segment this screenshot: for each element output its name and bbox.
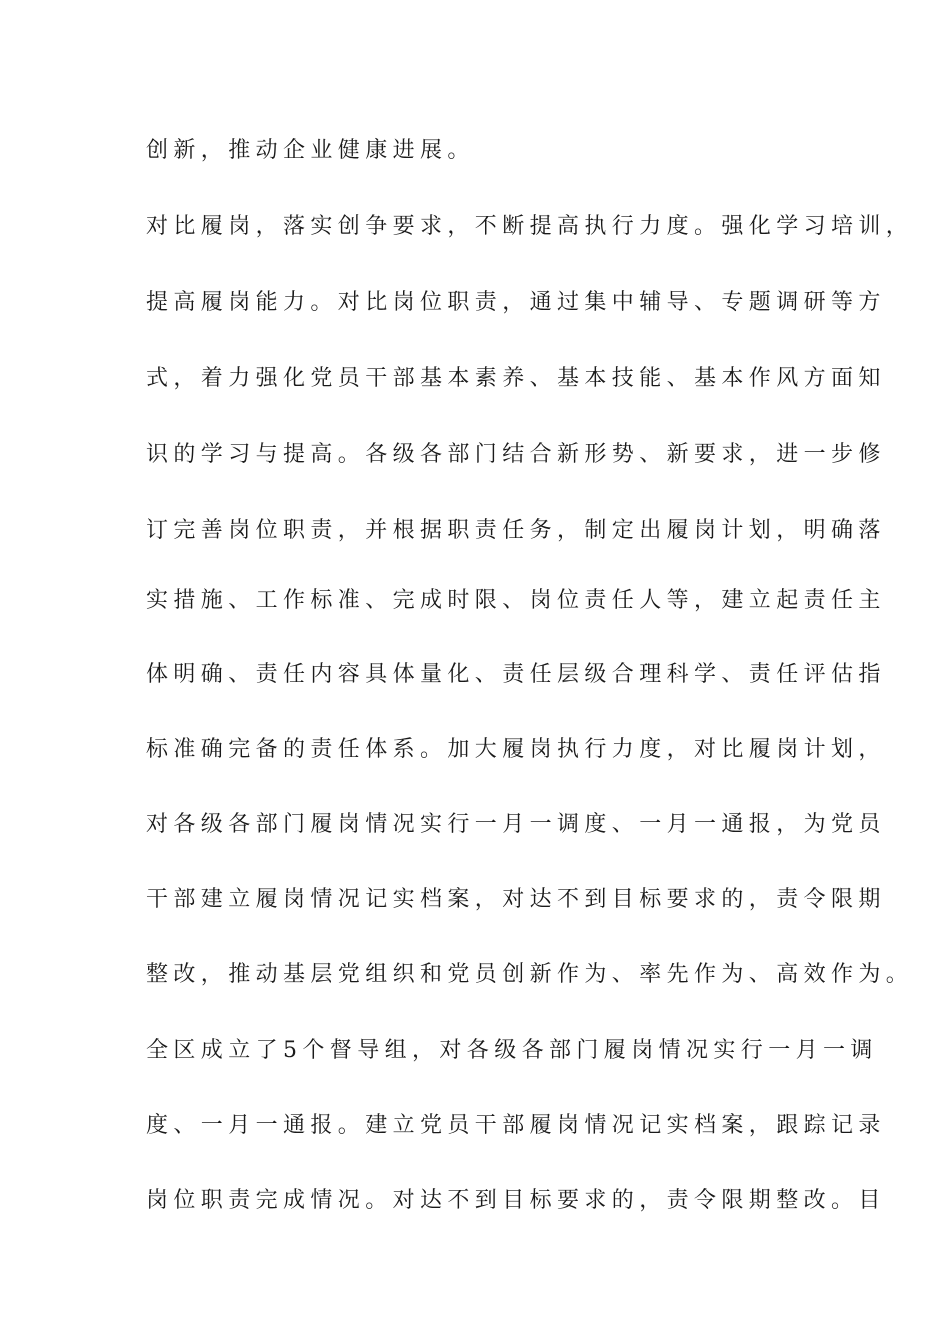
text-line: 岗位职责完成情况。对达不到目标要求的，责令限期整改。目	[146, 1188, 886, 1213]
text-line: 提高履岗能力。对比岗位职责，通过集中辅导、专题调研等方	[146, 290, 886, 315]
text-line: 对比履岗，落实创争要求，不断提高执行力度。强化学习培训，	[146, 214, 914, 239]
text-line: 实措施、工作标准、完成时限、岗位责任人等，建立起责任主	[146, 588, 886, 613]
text-line: 式，着力强化党员干部基本素养、基本技能、基本作风方面知	[146, 366, 886, 391]
text-line: 体明确、责任内容具体量化、责任层级合理科学、责任评估指	[146, 662, 886, 687]
text-line: 干部建立履岗情况记实档案，对达不到目标要求的，责令限期	[146, 887, 886, 912]
text-line: 整改，推动基层党组织和党员创新作为、率先作为、高效作为。	[146, 962, 914, 987]
text-line: 对各级各部门履岗情况实行一月一调度、一月一通报，为党员	[146, 812, 886, 837]
text-line: 度、一月一通报。建立党员干部履岗情况记实档案，跟踪记录	[146, 1113, 886, 1138]
text-line: 标准确完备的责任体系。加大履岗执行力度，对比履岗计划，	[146, 737, 886, 762]
text-line: 订完善岗位职责，并根据职责任务，制定出履岗计划，明确落	[146, 518, 886, 543]
text-line: 创新，推动企业健康进展。	[146, 138, 475, 163]
text-line: 识的学习与提高。各级各部门结合新形势、新要求，进一步修	[146, 442, 886, 467]
text-line: 全区成立了5个督导组，对各级各部门履岗情况实行一月一调	[146, 1038, 878, 1063]
